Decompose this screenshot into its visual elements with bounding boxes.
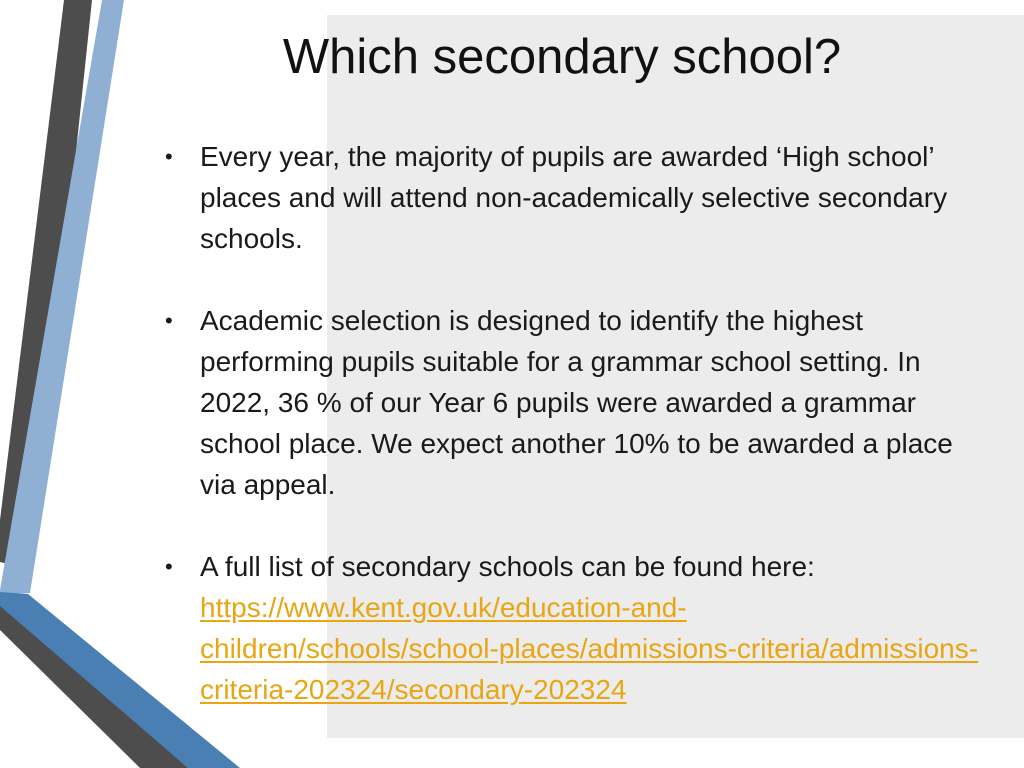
bullet-text: Every year, the majority of pupils are awarded ‘High school’ places and will attend non-academically selective secondary schools. [200, 141, 948, 254]
schools-list-link[interactable]: https://www.kent.gov.uk/education-and-children/schools/school-places/admissions-criteria/admissions-criteria-202324/secondary-202324 [200, 592, 979, 705]
bullet-dot-icon: • [165, 308, 173, 333]
bullet-item [165, 546, 985, 710]
bullet-dot-icon: • [165, 554, 173, 579]
bullet-text: Academic selection is designed to identify the highest performing pupils suitable for a grammar school setting. In 2022, 36 % of our Year 6 pupils were awarded a grammar school place. We expect another 10% to be awarded a place via appeal. [200, 305, 953, 500]
bullet-item [165, 300, 985, 505]
bullet-list [165, 136, 985, 710]
bullet-dot-icon: • [165, 144, 173, 169]
bullet-text: A full list of secondary schools can be found here: [200, 551, 815, 582]
bullet-item [165, 136, 985, 259]
slide-title: Which secondary school? [282, 30, 842, 84]
